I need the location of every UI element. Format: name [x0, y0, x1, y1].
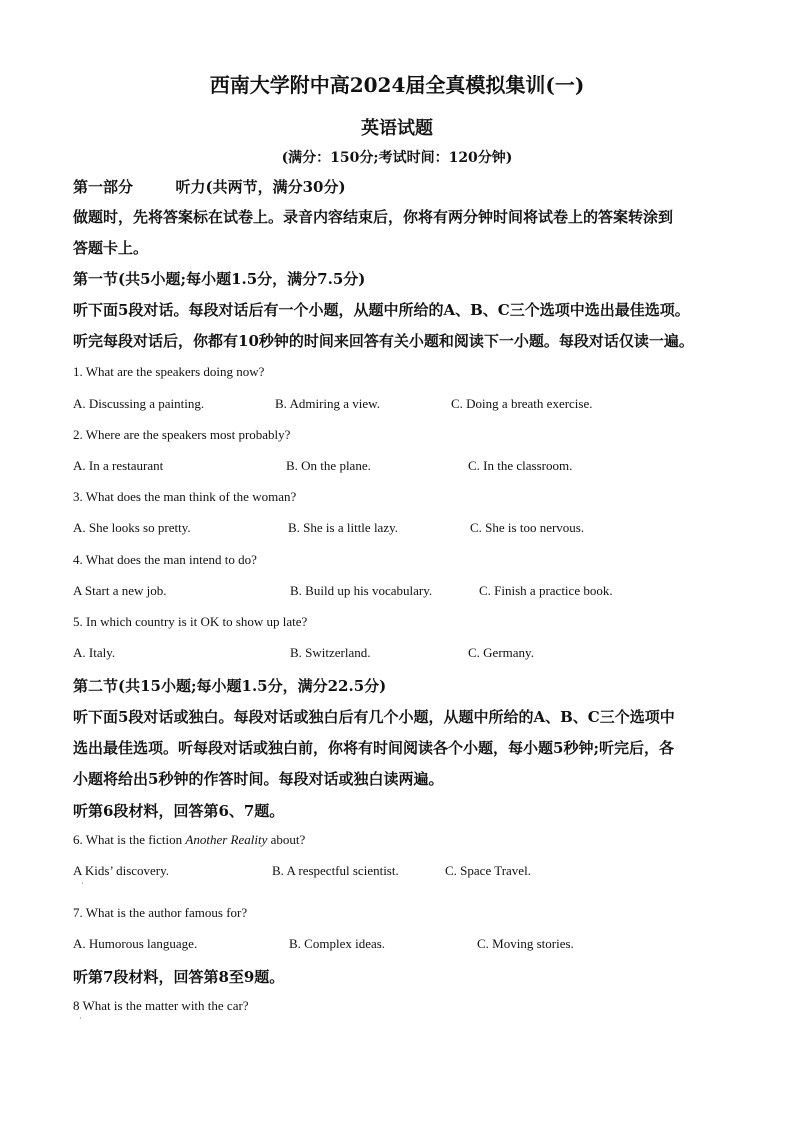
section1-heading: 第一节(共5小题;每小题1.5分，满分7.5分) [73, 270, 366, 288]
question-6-stem-prefix: 6. What is the fiction [73, 832, 186, 847]
question-5-option-a: A. Italy. [73, 645, 116, 660]
question-6-fiction-title: Another Reality [185, 832, 268, 847]
question-6-stem [73, 832, 305, 848]
question-1-option-c: C. Doing a breath exercise. [451, 396, 593, 411]
question-6-option-b: B. A respectful scientist. [272, 863, 399, 878]
part1-heading [73, 176, 346, 197]
question-6-option-c: C. Space Travel. [445, 863, 531, 878]
question-1-option-b: B. Admiring a view. [275, 396, 380, 411]
question-1-option-a: A. Discussing a painting. [73, 396, 205, 411]
part1-label: 第一部分 [73, 178, 134, 196]
question-3-option-c: C. She is too nervous. [470, 520, 585, 535]
question-7-option-a: A. Humorous language. [73, 936, 198, 951]
question-1-stem: 1. What are the speakers doing now? [73, 364, 265, 379]
question-5-stem: 5. In which country is it OK to show up late? [73, 614, 308, 629]
question-2-option-b: B. On the plane. [286, 458, 371, 473]
section1-instructions-2: 听完每段对话后，你都有10秒钟的时间来回答有关小题和阅读下一小题。每段对话仅读一遍。 [73, 332, 694, 350]
section2-instructions-2: 选出最佳选项。听每段对话或独白前，你将有时间阅读各个小题，每小题5秒钟;听完后，各 [73, 739, 674, 757]
part1-instructions-2: 答题卡上。 [73, 239, 149, 257]
stray-dot: · [79, 1014, 82, 1023]
stray-dot: · [81, 879, 84, 888]
question-7-option-b: B. Complex ideas. [289, 936, 386, 951]
material-7-heading: 听第7段材料，回答第8至9题。 [73, 968, 285, 986]
exam-title: 西南大学附中高2024届全真模拟集训(一) [209, 73, 585, 97]
exam-meta: (满分：150分;考试时间：120分钟) [281, 150, 513, 166]
question-2-stem: 2. Where are the speakers most probably? [73, 427, 291, 442]
question-8-stem: 8 What is the matter with the car? [73, 998, 249, 1013]
question-4-option-a: A Start a new job. [73, 583, 167, 598]
section2-heading: 第二节(共15小题;每小题1.5分，满分22.5分) [73, 677, 387, 695]
question-2-option-a: A. In a restaurant [73, 458, 164, 473]
part1-instructions-1: 做题时，先将答案标在试卷上。录音内容结束后，你将有两分钟时间将试卷上的答案转涂到 [73, 208, 674, 226]
section1-instructions-1: 听下面5段对话。每段对话后有一个小题，从题中所给的A、B、C三个选项中选出最佳选项。 [73, 301, 690, 319]
question-4-stem: 4. What does the man intend to do? [73, 552, 257, 567]
question-2-option-c: C. In the classroom. [468, 458, 573, 473]
question-7-option-c: C. Moving stories. [477, 936, 574, 951]
question-3-option-b: B. She is a little lazy. [288, 520, 398, 535]
question-6-stem-suffix: about? [267, 832, 306, 847]
question-6-option-a: A Kids’ discovery. [73, 863, 170, 878]
question-3-option-a: A. She looks so pretty. [73, 520, 191, 535]
question-5-option-c: C. Germany. [468, 645, 534, 660]
question-7-stem: 7. What is the author famous for? [73, 905, 248, 920]
question-4-option-b: B. Build up his vocabulary. [290, 583, 433, 598]
subject-title: 英语试题 [361, 118, 433, 139]
question-5-option-b: B. Switzerland. [290, 645, 371, 660]
material-6-heading: 听第6段材料，回答第6、7题。 [73, 802, 285, 820]
part1-title: 听力(共两节，满分30分) [175, 178, 346, 196]
section2-instructions-3: 小题将给出5秒钟的作答时间。每段对话或独白读两遍。 [73, 770, 444, 788]
question-4-option-c: C. Finish a practice book. [479, 583, 613, 598]
section2-instructions-1: 听下面5段对话或独白。每段对话或独白后有几个小题，从题中所给的A、B、C三个选项中 [73, 708, 675, 726]
question-3-stem: 3. What does the man think of the woman? [73, 489, 297, 504]
